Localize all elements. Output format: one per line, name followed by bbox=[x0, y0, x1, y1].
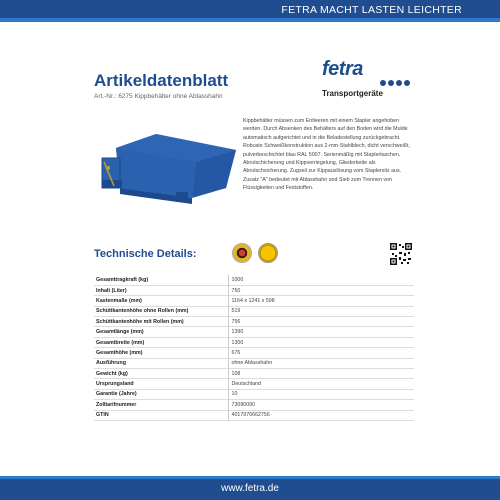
spec-value: 756 bbox=[228, 317, 414, 327]
spec-label: Gesamtlänge (mm) bbox=[96, 329, 144, 336]
spec-row bbox=[94, 348, 414, 358]
spec-label: Zolltarifnummer bbox=[96, 401, 137, 408]
spec-label: Ursprungsland bbox=[96, 381, 134, 388]
spec-row bbox=[94, 400, 414, 410]
spec-row bbox=[94, 317, 414, 327]
spec-value: Deutschland bbox=[228, 379, 414, 389]
spec-row bbox=[94, 389, 414, 399]
page-title: Artikeldatenblatt bbox=[94, 71, 229, 90]
spec-value: 108 bbox=[228, 369, 414, 379]
spec-row bbox=[94, 285, 414, 295]
spec-row bbox=[94, 410, 414, 420]
spec-value: 1000 bbox=[228, 275, 414, 285]
spec-row bbox=[94, 306, 414, 316]
spec-row bbox=[94, 327, 414, 337]
spec-label: Kastenmaße (mm) bbox=[96, 297, 142, 304]
logo-wordmark: fetra bbox=[322, 58, 363, 80]
spec-value: 519 bbox=[228, 306, 414, 316]
logo-subtitle: Transportgeräte bbox=[322, 89, 383, 98]
spec-label: GTIN bbox=[96, 412, 109, 419]
spec-label: Schüttkantenhöhe ohne Rollen (mm) bbox=[96, 308, 189, 315]
spec-value: 1300 bbox=[228, 337, 414, 347]
spec-row bbox=[94, 369, 414, 379]
spec-label: Gesamthöhe (mm) bbox=[96, 349, 143, 356]
footer-bar bbox=[0, 476, 500, 500]
slogan: FETRA MACHT LASTEN LEICHTER bbox=[281, 4, 462, 16]
spec-label: Ausführung bbox=[96, 360, 127, 367]
website-link[interactable]: www.fetra.de bbox=[221, 483, 279, 494]
qr-code-icon bbox=[390, 243, 412, 265]
product-description: Kippbehälter müssen zum Entleeren mit einem Stapler angehoben werden. Durch Absenken des Behälters auf den Boden wird die Mulde automatisch aufgerichtet und in die Beladestellung zurückgebracht. Robuste Schweißkonstruktion aus 2-mm-Stahlblech, dicht verschweißt, pulverbeschichtet blau RAL 5007. Serienmäßig mit Staplertaschen, Abrutschicherung und Kippverriegelung, Gliederkette als Abrutschsicherung. Zugseil zur Kippauslösung vom Staplersitz aus. Zusatz "A" bedeutet mit Ablasshahn und Sieb zum Trennen von Flüssigkeiten und Feststoffen. bbox=[243, 118, 410, 192]
spec-value: 1164 x 1241 x 598 bbox=[228, 296, 414, 306]
spec-row bbox=[94, 337, 414, 347]
spec-value: 750 bbox=[228, 285, 414, 295]
spec-row bbox=[94, 296, 414, 306]
section-title: Technische Details: bbox=[94, 248, 197, 260]
spec-row bbox=[94, 275, 414, 285]
fetra-logo bbox=[320, 58, 420, 108]
spec-value: ohne Ablasshahn bbox=[228, 358, 414, 368]
header-bar bbox=[0, 0, 500, 22]
spec-label: Gesamtbreite (mm) bbox=[96, 339, 145, 346]
logo-dots-icon bbox=[380, 73, 420, 79]
spec-row bbox=[94, 379, 414, 389]
spec-table bbox=[94, 275, 414, 421]
warranty-badge-icon bbox=[258, 243, 278, 263]
spec-value: 73090090 bbox=[228, 400, 414, 410]
product-image bbox=[96, 128, 238, 208]
article-number: Art.-Nr.: 6275 Kippbehälter ohne Ablasshahn bbox=[94, 93, 223, 100]
spec-label: Gesamttragkraft (kg) bbox=[96, 276, 149, 283]
spec-value: 10 bbox=[228, 389, 414, 399]
spec-label: Gewicht (kg) bbox=[96, 370, 128, 377]
made-in-germany-badge-icon bbox=[232, 243, 252, 263]
spec-label: Inhalt (Liter) bbox=[96, 287, 127, 294]
spec-value: 4017976662756 bbox=[228, 410, 414, 420]
spec-label: Schüttkantenhöhe mit Rollen (mm) bbox=[96, 318, 184, 325]
spec-label: Garantie (Jahre) bbox=[96, 391, 137, 398]
spec-value: 1390 bbox=[228, 327, 414, 337]
spec-row bbox=[94, 358, 414, 368]
spec-value: 676 bbox=[228, 348, 414, 358]
